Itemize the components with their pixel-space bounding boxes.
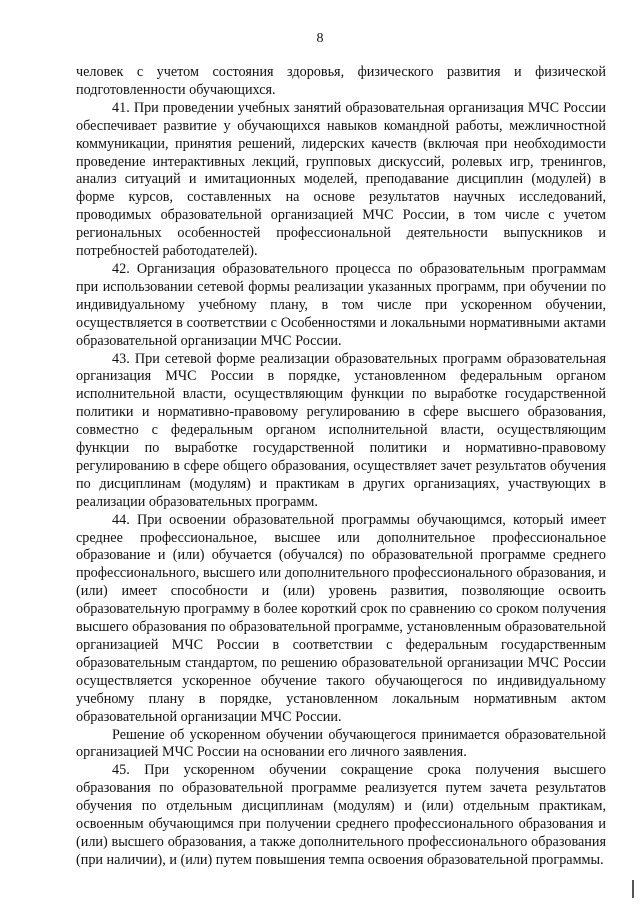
paragraph-42: 42. Организация образовательного процесса по образовательным программам при использовании сетевой формы реализации указанных программ, при обучении по индивидуальному учебному плану, в том числе при ускоренном обучении, осуществляется в соответствии с Особенностями и локальными нормативными актами образовательной организации МЧС России. bbox=[76, 260, 606, 349]
document-body bbox=[76, 64, 606, 870]
paragraph-45: 45. При ускоренном обучении сокращение срока получения высшего образования по образовательной программе реализуется путем зачета результатов обучения по отдельным дисциплинам (модулям) и (или) отдельным практикам, освоенным обучающимся при получении среднего профессионального образования и (или) высшего образования, а также дополнительного профессионального образования (при наличии), и (или) путем повышения темпа освоения образовательной программы. bbox=[76, 762, 606, 868]
scan-edge-mark bbox=[632, 880, 634, 898]
paragraph-41: 41. При проведении учебных занятий образовательная организация МЧС России обеспечивает развитие у обучающихся навыков командной работы, межличностной коммуникации, принятия решений, лидерских качеств (включая при необходимости проведение интерактивных лекций, групповых дискуссий, ролевых игр, тренингов, анализ ситуаций и имитационных моделей, преподавание дисциплин (модулей) в форме курсов, составленных на основе результатов научных исследований, проводимых образовательной организацией МЧС России, в том числе с учетом региональных особенностей профессиональной деятельности выпускников и потребностей работодателей). bbox=[76, 99, 606, 260]
page-number: 8 bbox=[316, 31, 324, 46]
paragraph-continuation: человек с учетом состояния здоровья, физического развития и физической подготовленности обучающихся. bbox=[76, 64, 606, 98]
paragraph-43: 43. При сетевой форме реализации образовательных программ образовательная организация МЧС России в порядке, установленном федеральным органом исполнительной власти, осуществляющим функции по выработке государственной политики и нормативно-правовому регулированию в сфере высшего образования, совместно с федеральным органом исполнительной власти, осуществляющим функции по выработке государственной политики и нормативно-правовому регулированию в сфере общего образования, осуществляет зачет результатов обучения по дисциплинам (модулям) и практикам в других организациях, участвующих в реализации образовательных программ. bbox=[76, 350, 606, 510]
paragraph-44-decision: Решение об ускоренном обучении обучающегося принимается образовательной организацией МЧС России на основании его личного заявления. bbox=[76, 726, 606, 761]
paragraph-44: 44. При освоении образовательной программы обучающимся, который имеет среднее профессиональное, высшее или дополнительное профессиональное образование и (или) обучается (обучался) по образовательной программе среднего профессионального, высшего или дополнительного профессионального образования, и (или) имеет способности и (или) уровень развития, позволяющие освоить образовательную программу в более короткий срок по сравнению со сроком получения высшего образования по образовательной программе, установленным образовательной организацией МЧС России в соответствии с федеральным государственным образовательным стандартом, по решению образовательной организации МЧС России осуществляется ускоренное обучение такого обучающегося по индивидуальному учебному плану в порядке, установленном локальным нормативным актом образовательной организации МЧС России. bbox=[76, 511, 606, 725]
